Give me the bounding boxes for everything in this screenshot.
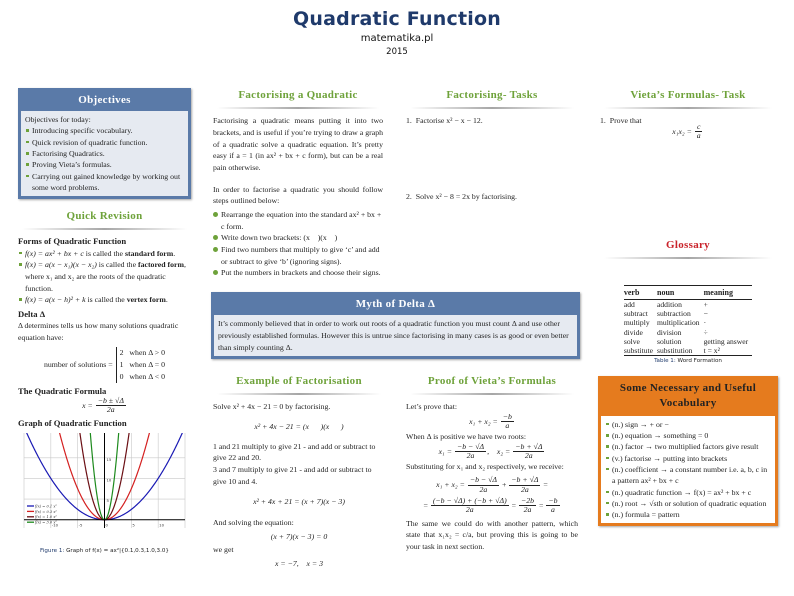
vocabulary-item: (n.) equation → something = 0 (605, 430, 771, 441)
proof-p1: When Δ is positive we have two roots: (406, 431, 526, 441)
divider (217, 393, 381, 395)
vocabulary-item: (n.) root → √sth or solution of quadratic equation (605, 498, 771, 509)
vocabulary-item: (v.) factorise → putting into brackets (605, 453, 771, 464)
table-row: solve solution getting answer (623, 336, 749, 346)
solutions-cases: number of solutions = 2 when Δ > 0 1 when Δ = 0 0 when Δ < 0 (43, 347, 166, 381)
factorising-para-1: Factorising a quadratic means putting it into two brackets, and is useful if you’re trying to draw a graph of a quadratic solve a quadratic equation. It’s pretty easy if a = 1 (in ax² + bx + c form), but can be a real pain otherwise. (213, 116, 383, 172)
list-item: f(x) = a(x − h)² + k is called the vertex form. (18, 294, 191, 306)
svg-text:-5: -5 (78, 522, 83, 528)
example-eq-3: (x + 7)(x − 3) = 0 (270, 531, 328, 541)
example-intro: Solve x² + 4x − 21 = 0 by factorising. (213, 402, 331, 412)
section-title: Proof of Vieta’s Formulas (427, 375, 557, 387)
objectives-list (25, 125, 184, 193)
svg-text:10: 10 (106, 477, 112, 483)
vocabulary-block (598, 376, 778, 526)
proof-section (406, 374, 578, 553)
divider (604, 257, 772, 259)
factorising-para-2: In order to factorise a quadratic you should follow steps outlined below: (213, 184, 383, 206)
example-p4: we get (213, 545, 234, 555)
column-1 (18, 88, 191, 556)
vocabulary-item: (n.) formula = pattern (605, 509, 771, 520)
example-eq-1: x² + 4x − 21 = (x )(x ) (254, 421, 344, 431)
proof-claim: x₁ + x₂ = $\frac{-b}{a}$ (469, 411, 512, 431)
step-item: Find two numbers that multiply to give ‘c’ and add or subtract to give ‘b’ (ignoring signs). (213, 244, 383, 267)
proof-sum-line-2: = $\frac{(-b - √\Delta) + (-b + √\Delta)}{2a}$ = $\frac{-2b}{2a}$ = $\frac{-b}{a}$ (423, 495, 558, 515)
svg-text:f(x) = 0.3 x²: f(x) = 0.3 x² (35, 509, 57, 514)
vocabulary-list (605, 419, 771, 521)
divider (410, 107, 574, 109)
svg-text:5: 5 (106, 498, 109, 504)
step-item: Write down two brackets: (x )(x ) (213, 232, 383, 244)
forms-heading: Forms of Quadratic Function (18, 236, 127, 247)
list-item: f(x) = a(x − x₁)(x − x₂) is called the factored form, where x₁ and x₂ are the roots of the quadratic function. (18, 259, 191, 294)
quick-revision-section (18, 209, 191, 556)
page-title: Quadratic Function (293, 8, 501, 30)
table-row: subtract subtraction − (623, 309, 708, 319)
list-item: Introducing specific vocabulary. (25, 125, 184, 136)
svg-text:f(x) = 1.0 x²: f(x) = 1.0 x² (35, 515, 57, 520)
figure-caption: Figure 1: Graph of f(x) = ax²|{0.1,0.3,1.0,3.0} (40, 548, 169, 555)
graph-heading: Graph of Quadratic Function (18, 417, 127, 428)
vieta-task-item: 1. Prove that (600, 116, 642, 126)
step-item: Put the numbers in brackets and choose their signs. (213, 267, 383, 279)
section-title: Factorising- Tasks (446, 89, 538, 101)
myth-title: Myth of Delta Δ (214, 295, 577, 315)
section-title: Glossary (666, 239, 710, 251)
subtitle: matematika.pl (360, 33, 434, 44)
divider (604, 107, 772, 109)
list-item: Factorising Quadratics. (25, 148, 184, 159)
svg-text:f(x) = 3.0 x²: f(x) = 3.0 x² (35, 520, 57, 525)
example-eq-2: x² + 4x + 21 = (x + 7)(x − 3) (253, 497, 345, 507)
column-2 (213, 88, 383, 279)
vocabulary-title: Some Necessary and Useful Vocabulary (601, 379, 775, 416)
steps-list (213, 209, 383, 279)
list-item: Carrying out gained knowledge by working out some word problems. (25, 171, 184, 194)
example-p2: 3 and 7 multiply to give 21 - and add or subtract to give 10 and 4. (213, 464, 372, 486)
table-row: divide division ÷ (623, 327, 708, 337)
poster-header (0, 6, 794, 59)
svg-text:0: 0 (105, 522, 108, 528)
forms-list (18, 248, 191, 306)
section-title: Vieta’s Formulas- Task (630, 89, 746, 101)
divider (410, 393, 574, 395)
chart (18, 431, 191, 543)
task-item: 1. Factorise x² − x − 12. (406, 116, 483, 126)
svg-text:f(x) = 0.1 x²: f(x) = 0.1 x² (35, 504, 57, 509)
glossary-section (600, 238, 776, 366)
glossary-table (624, 285, 752, 356)
svg-text:10: 10 (159, 522, 165, 528)
proof-closing: The same we could do with another pattern, which state that x₁x₂ = c/a, but proving this is going to be your task in next section. (406, 518, 578, 552)
delta-heading: Delta Δ (18, 309, 46, 320)
vocabulary-item: (n.) sign → + or − (605, 419, 771, 430)
table-header-row: verb noun meaning (624, 286, 752, 300)
svg-text:15: 15 (106, 456, 112, 462)
step-item: Rearrange the equation into the standard ax² + bx + c form. (213, 209, 383, 232)
formula-heading: The Quadratic Formula (18, 385, 107, 396)
vieta-task-section (600, 88, 776, 141)
list-item: f(x) = ax² + bx + c is called the standard form. (18, 248, 191, 260)
objectives-title: Objectives (21, 91, 188, 111)
example-section (213, 374, 385, 572)
list-item: Quick revision of quadratic function. (25, 137, 184, 148)
vocabulary-item: (n.) quadratic function → f(x) = ax² + bx + c (605, 487, 771, 498)
table-row: add addition + (623, 300, 708, 310)
objectives-block (18, 88, 191, 199)
delta-text: Δ determines tells us how many solutions quadratic equation have: (18, 321, 179, 342)
proof-p2: Substituting for x₁ and x₂ respectively, we receive: (406, 461, 564, 471)
proof-roots: x₁ = $\frac{-b - √\Delta}{2a}$ , x₂ = $\frac{-b + √\Delta}{2a}$ (438, 441, 543, 461)
example-p3: And solving the equation: (213, 517, 294, 527)
vocabulary-item: (n.) factor → two multiplied factors give result (605, 441, 771, 452)
example-p1: 1 and 21 multiply to give 21 - and add or subtract to give 22 and 20. (213, 441, 376, 463)
vieta-task-formula: x₁x₂ = $\frac{c}{a}$ (672, 121, 701, 141)
proof-intro: Let’s prove that: (406, 402, 458, 412)
factorising-section (213, 88, 383, 279)
section-title: Quick Revision (66, 210, 143, 223)
section-title: Example of Factorisation (236, 375, 362, 387)
list-item: Proving Vieta’s formulas. (25, 159, 184, 170)
proof-sum-line-1: x₁ + x₂ = $\frac{-b - √\Delta}{2a}$ + $\frac{-b + √\Delta}{2a}$ = (436, 475, 548, 495)
quadratic-formula: x = $\frac{-b \pm √\Delta}{2a}$ (82, 395, 124, 415)
section-title: Factorising a Quadratic (238, 89, 358, 101)
divider (22, 228, 187, 230)
svg-text:-10: -10 (51, 522, 59, 528)
year: 2015 (386, 47, 408, 57)
task-item: 2. Solve x² − 8 = 2x by factorising. (406, 191, 517, 201)
table-row: substitute substitution t = x² (624, 346, 752, 356)
svg-text:5: 5 (132, 522, 135, 528)
divider (217, 107, 379, 109)
myth-block (211, 292, 580, 359)
quadratic-graph (18, 431, 191, 556)
vocabulary-item: (n.) coefficient → a constant number i.e. a, b, c in a pattern ax² + bx + c (605, 464, 771, 487)
table-caption: Table 1: Word Formation (654, 357, 722, 364)
myth-text: It’s commonly believed that in order to work out roots of a quadratic function you must count Δ and use other previously established formulas. However this is untrue since factorising in many cases is as good or even better than simply counting Δ. (218, 319, 569, 352)
tasks-section (406, 88, 578, 203)
table-row: multiply multiplication · (623, 318, 707, 328)
example-eq-4: x = −7, x = 3 (274, 559, 324, 569)
objectives-intro: Objectives for today: (25, 115, 91, 125)
